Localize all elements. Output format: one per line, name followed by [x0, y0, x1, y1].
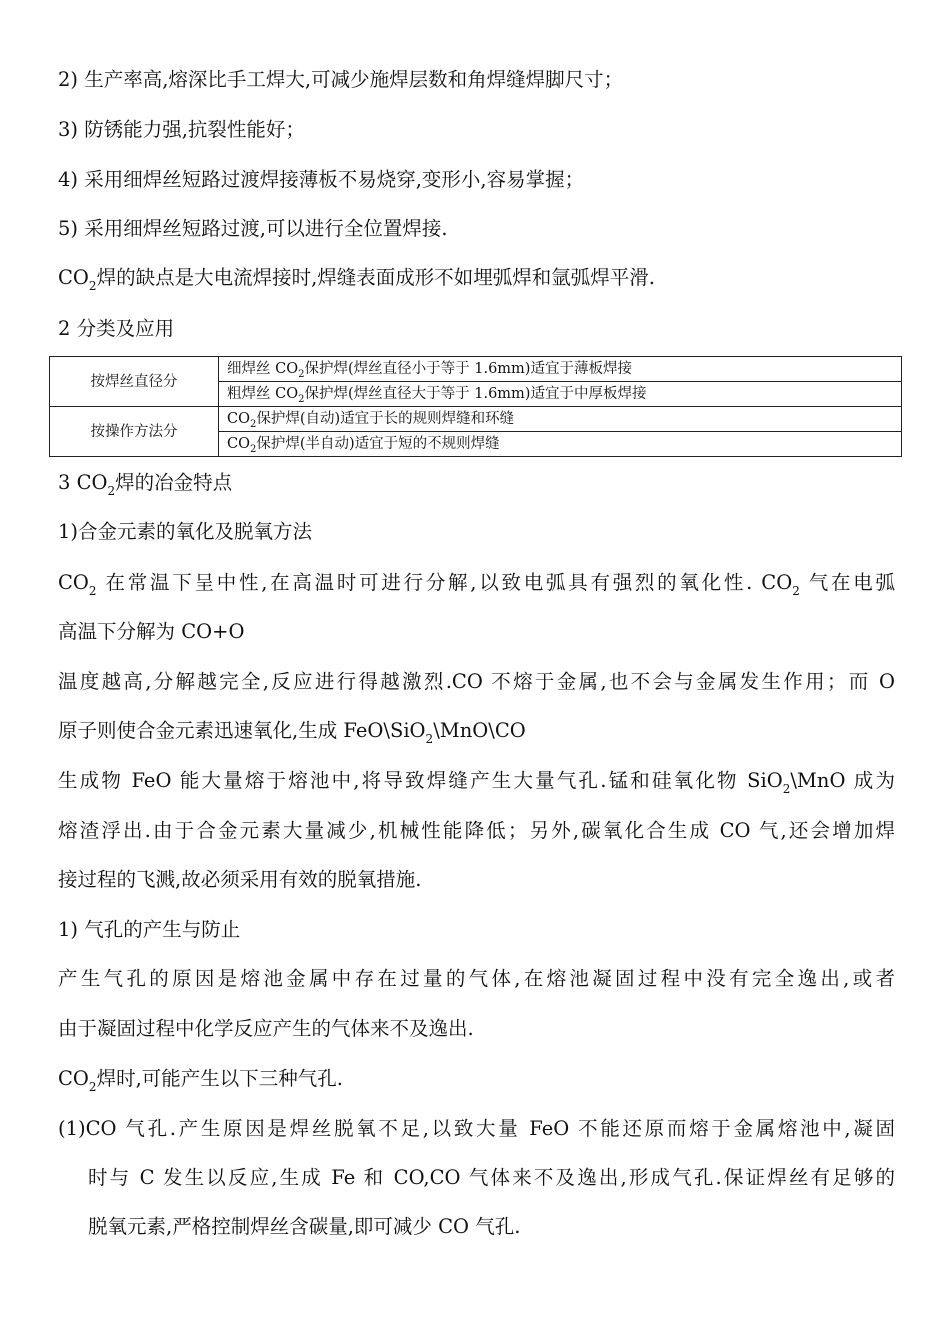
advantage-item-4: 4) 采用细焊丝短路过渡焊接薄板不易烧穿,变形小,容易掌握； — [58, 168, 585, 191]
paragraph-line: 由于凝固过程中化学反应产生的气体来不及逸出. — [58, 1017, 474, 1040]
section-heading-classification: 2 分类及应用 — [58, 317, 175, 340]
paragraph-line: 时与 C 发生以反应,生成 Fe 和 CO,CO 气体来不及逸出,形成气孔.保证焊丝有足够的 — [88, 1166, 895, 1189]
paragraph-line: 熔渣浮出.由于合金元素大量减少,机械性能降低；另外,碳氧化合生成 CO 气,还会增加焊 — [58, 819, 895, 842]
paragraph-line: 产生气孔的原因是熔池金属中存在过量的气体,在熔池凝固过程中没有完全逸出,或者 — [58, 967, 895, 990]
table-category-cell: 按操作方法分 — [50, 407, 219, 457]
subheading-oxidation: 1)合金元素的氧化及脱氧方法 — [58, 520, 313, 543]
table-row — [50, 357, 902, 382]
paragraph-line: 接过程的飞溅,故必须采用有效的脱氧措施. — [58, 868, 422, 891]
advantage-item-3: 3) 防锈能力强,抗裂性能好； — [58, 118, 305, 141]
table-cell: $CO_2$保护焊(自动)适宜于长的规则焊缝和环缝 — [219, 407, 902, 432]
classification-table — [49, 356, 902, 457]
paragraph-line: $CO_2$ 在常温下呈中性,在高温时可进行分解,以致电弧具有强烈的氧化性. $CO_2$ 气在电弧 — [58, 571, 895, 598]
advantage-item-2: 2) 生产率高,熔深比手工焊大,可减少施焊层数和角焊缝焊脚尺寸； — [58, 68, 624, 91]
table-cell: 粗焊丝 $CO_2$保护焊(焊丝直径大于等于 1.6mm)适宜于中厚板焊接 — [219, 382, 902, 407]
paragraph-line: (1)CO 气孔.产生原因是焊丝脱氧不足,以致大量 FeO 不能还原而熔于金属熔池中,凝固 — [58, 1117, 895, 1140]
table-category-cell: 按焊丝直径分 — [50, 357, 219, 407]
advantage-item-5: 5) 采用细焊丝短路过渡,可以进行全位置焊接. — [58, 217, 448, 240]
paragraph-line: 温度越高,分解越完全,反应进行得越激烈.CO 不熔于金属,也不会与金属发生作用；而 O — [58, 670, 895, 693]
paragraph-line: 高温下分解为 CO+O — [58, 620, 245, 643]
paragraph-line: 生成物 FeO 能大量熔于熔池中,将导致焊缝产生大量气孔.锰和硅氧化物 SiO$_2$\MnO 成为 — [58, 769, 895, 796]
table-cell: 细焊丝 $CO_2$保护焊(焊丝直径小于等于 1.6mm)适宜于薄板焊接 — [219, 357, 902, 382]
disadvantage-paragraph: $CO_2$焊的缺点是大电流焊接时,焊缝表面成形不如埋弧焊和氩弧焊平滑. — [58, 266, 655, 293]
subheading-porosity: 1) 气孔的产生与防止 — [58, 918, 241, 941]
paragraph-line: 脱氧元素,严格控制焊丝含碳量,即可减少 CO 气孔. — [88, 1215, 521, 1238]
paragraph-line: $CO_2$焊时,可能产生以下三种气孔. — [58, 1067, 343, 1094]
section-heading-metallurgy: 3 $CO_2$焊的冶金特点 — [58, 471, 233, 498]
table-row — [50, 407, 902, 432]
paragraph-line: 原子则使合金元素迅速氧化,生成 FeO\SiO$_2$\MnO\CO — [58, 719, 526, 746]
table-cell: $CO_2$保护焊(半自动)适宜于短的不规则焊缝 — [219, 432, 902, 457]
